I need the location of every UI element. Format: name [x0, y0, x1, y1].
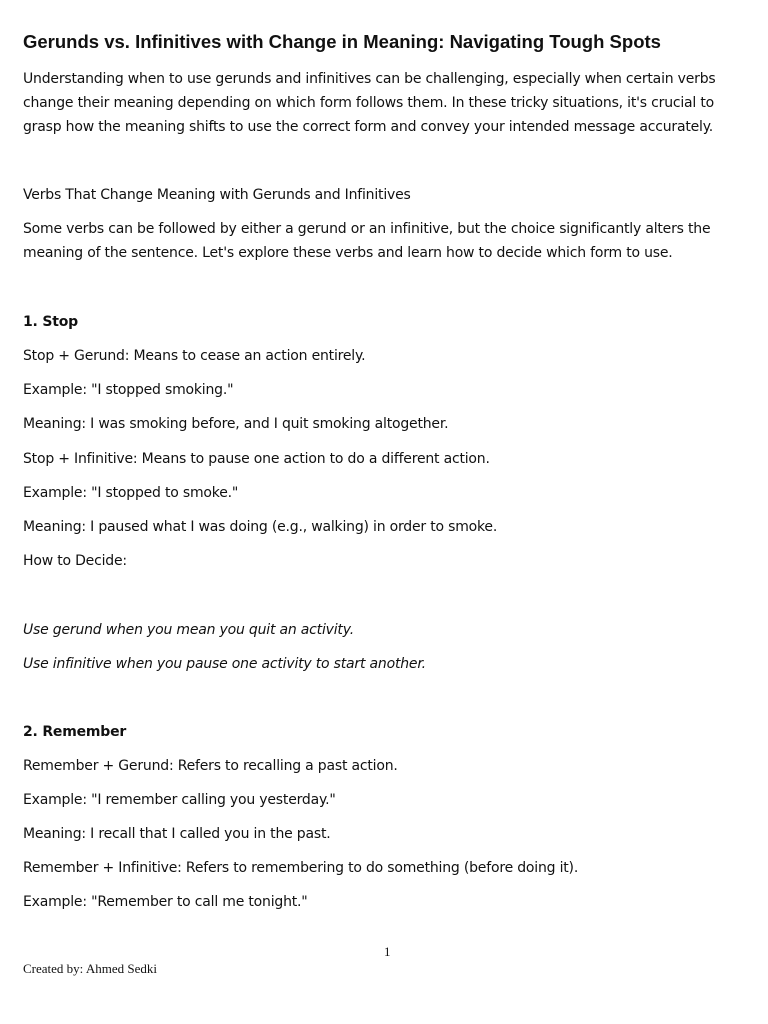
- intro-paragraph-line: Understanding when to use gerunds and infinitives can be challenging, especially when certain verbs: [23, 71, 716, 87]
- how-to-decide-label: How to Decide:: [23, 553, 127, 569]
- section-heading-stop: 1. Stop: [23, 314, 78, 330]
- remember-infinitive-definition: Remember + Infinitive: Refers to remembering to do something (before doing it).: [23, 860, 579, 876]
- tip-gerund: Use gerund when you mean you quit an activity.: [23, 622, 354, 638]
- section-subheading: Verbs That Change Meaning with Gerunds and Infinitives: [23, 187, 411, 203]
- remember-gerund-example: Example: "I remember calling you yesterday.": [23, 792, 336, 808]
- stop-infinitive-meaning: Meaning: I paused what I was doing (e.g., walking) in order to smoke.: [23, 519, 498, 535]
- section-heading-remember: 2. Remember: [23, 724, 127, 740]
- stop-infinitive-definition: Stop + Infinitive: Means to pause one action to do a different action.: [23, 451, 490, 467]
- stop-gerund-definition: Stop + Gerund: Means to cease an action entirely.: [23, 348, 366, 364]
- tip-infinitive: Use infinitive when you pause one activity to start another.: [23, 656, 426, 672]
- author-credit: Created by: Ahmed Sedki: [23, 961, 157, 976]
- overview-paragraph-line: meaning of the sentence. Let's explore these verbs and learn how to decide which form to use.: [23, 245, 673, 261]
- document-title: Gerunds vs. Infinitives with Change in Meaning: Navigating Tough Spots: [23, 31, 661, 52]
- intro-paragraph-line: grasp how the meaning shifts to use the correct form and convey your intended message accurately.: [23, 119, 714, 135]
- remember-gerund-definition: Remember + Gerund: Refers to recalling a past action.: [23, 758, 398, 774]
- page-number: 1: [384, 944, 391, 959]
- intro-paragraph-line: change their meaning depending on which form follows them. In these tricky situations, it's crucial to: [23, 95, 715, 111]
- overview-paragraph-line: Some verbs can be followed by either a gerund or an infinitive, but the choice significantly alters the: [23, 221, 711, 237]
- stop-infinitive-example: Example: "I stopped to smoke.": [23, 485, 239, 501]
- remember-gerund-meaning: Meaning: I recall that I called you in the past.: [23, 826, 331, 842]
- stop-gerund-meaning: Meaning: I was smoking before, and I quit smoking altogether.: [23, 416, 449, 432]
- remember-infinitive-example: Example: "Remember to call me tonight.": [23, 894, 308, 910]
- stop-gerund-example: Example: "I stopped smoking.": [23, 382, 234, 398]
